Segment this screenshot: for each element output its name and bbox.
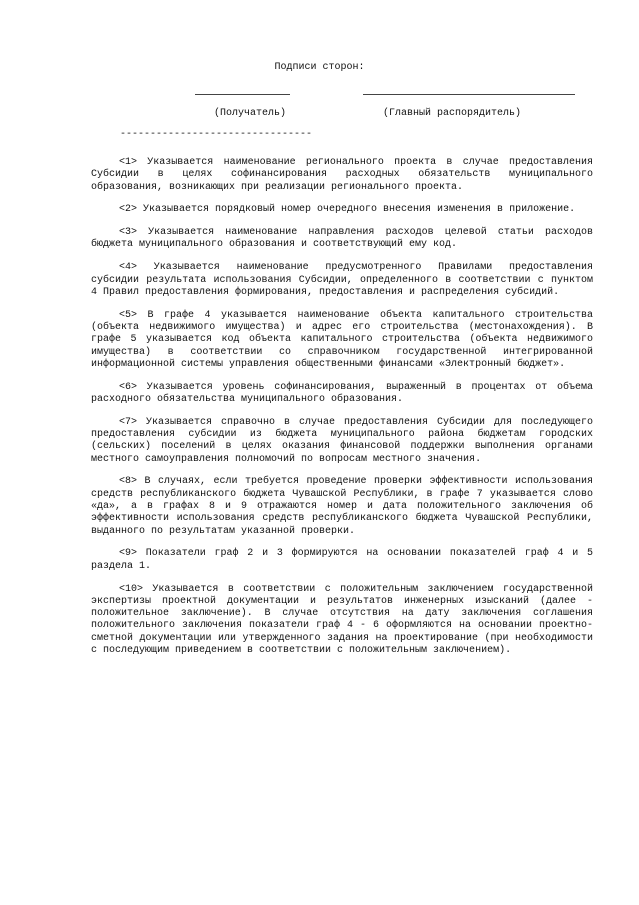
footnote-8: <8> В случаях, если требуется проведение проверки эффективности использования средств республиканского бюджета Чувашской Республики, в графе 7 указывается слово «да», а в графах 8 и 9 отражаются номер и дата положительного заключения об эффективности использования средств республиканского бюджета Чувашской Республики, выданного по результатам указанной проверки. [91,476,593,537]
chief-administrator-signature-line [363,94,575,95]
footnote-4: <4> Указывается наименование предусмотренного Правилами предоставления субсидии результата использования Субсидии, определенного в соответствии с пунктом 4 Правил предоставления формирования, предоставления и распределения субсидий. [91,262,593,298]
footnote-10: <10> Указывается в соответствии с положительным заключением государственной экспертизы проектной документации и результатов инженерных изысканий (далее - положительное заключение). В случае отсутствия на дату заключения соглашения положительного заключения показатели граф 4 - 6 оформляются на основании проектно-сметной документации или утвержденного задания на проектирование (при необходимости с последующим приведением в соответствии с положительным заключением). [91,583,593,656]
footnote-9: <9> Показатели граф 2 и 3 формируются на основании показателей граф 4 и 5 раздела 1. [91,548,593,572]
footnote-6: <6> Указывается уровень софинансирования, выраженный в процентах от объема расходного обязательства муниципального образования. [91,381,593,405]
chief-administrator-label: (Главный распорядитель) [383,108,522,119]
footnote-separator: -------------------------------- [120,129,313,140]
recipient-signature-line [195,94,290,95]
recipient-label: (Получатель) [214,108,287,119]
signatures-heading: Подписи сторон: [274,62,365,73]
footnotes [91,157,593,668]
footnote-3: <3> Указывается наименование направления расходов целевой статьи расходов бюджета муниципального образования и соответствующий ему код. [91,227,593,251]
footnote-5: <5> В графе 4 указывается наименование объекта капитального строительства (объекта недвижимого имущества) и адрес его строительства (местонахождения). В графе 5 указывается код объекта капитального строительства (объекта недвижимого имущества) в соответствии со справочником государственной интегрированной информационной системы управления общественными финансами «Электронный бюджет». [91,309,593,370]
footnote-7: <7> Указывается справочно в случае предоставления Субсидии для последующего предоставления субсидии из бюджета муниципального района бюджетам городских (сельских) поселений в целях оказания финансовой поддержки выполнения органами местного самоуправления полномочий по вопросам местного значения. [91,416,593,465]
footnote-1: <1> Указывается наименование регионального проекта в случае предоставления Субсидии в целях софинансирования расходных обязательств муниципального образования, возникающих при реализации регионального проекта. [91,157,593,193]
footnote-2: <2> Указывается порядковый номер очередного внесения изменения в приложение. [119,204,576,216]
